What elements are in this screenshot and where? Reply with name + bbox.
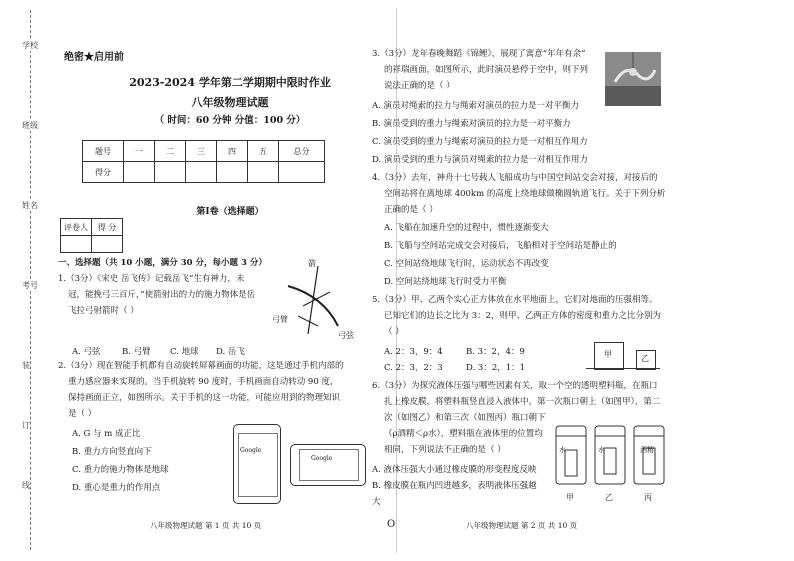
q5-option[interactable]: A. 2：3，9：4 bbox=[384, 347, 443, 357]
q6-option[interactable]: 大 bbox=[372, 497, 381, 507]
dancer-photo bbox=[605, 52, 661, 106]
q1-line: 冠，能挽弓三百斤，”使箭射出的力的施力物体是岳 bbox=[68, 290, 256, 300]
fig-label: 弓弦 bbox=[338, 331, 354, 340]
q5-option[interactable]: D. 3：2，1：1 bbox=[466, 363, 526, 373]
q4-option[interactable]: B. 飞船与空间站完成交会对接后，飞船相对于空间站是静止的 bbox=[384, 241, 617, 251]
footer-center-mark: O bbox=[387, 519, 396, 530]
cube-label: 甲 bbox=[604, 350, 612, 359]
binding-label: 姓名 bbox=[22, 201, 38, 210]
score-header-cell: 五 bbox=[248, 141, 279, 162]
q6-option[interactable]: A. 液体压强大小通过橡皮膜的形变程度反映 bbox=[372, 465, 537, 475]
score-header-cell: 一 bbox=[124, 141, 155, 162]
q2-line: 2.（3分）现在智能手机都有自动旋转屏幕画面的功能，这是通过手机内部的 bbox=[58, 361, 344, 371]
q4-option[interactable]: C. 空间站绕地球飞行时，运动状态不再改变 bbox=[384, 259, 549, 269]
q1-line: 1.（3分）《宋史 岳飞传》记载岳飞“生有神力，未 bbox=[58, 274, 245, 284]
phone-portrait-figure bbox=[233, 424, 281, 504]
grader-table bbox=[60, 218, 123, 253]
q5-option[interactable]: C. 2：3，2：3 bbox=[384, 363, 443, 373]
q3-line: 3.（3分）龙年春晚舞蹈《锦鲤》，展现了寓意“年年有余” bbox=[372, 49, 586, 59]
beakers-figure bbox=[554, 422, 666, 490]
binding-margin bbox=[0, 0, 48, 561]
q5-option[interactable]: B. 3：2，4：9 bbox=[466, 347, 525, 357]
binding-label: 学校 bbox=[22, 41, 38, 50]
q6-line: 6.（3分）为探究液体压强与哪些因素有关，取一个空的透明塑料瓶，在瓶口 bbox=[372, 381, 658, 391]
q2-line: 是（ ） bbox=[68, 409, 97, 419]
fig-label: 弓臂 bbox=[272, 315, 288, 324]
score-table bbox=[82, 140, 325, 183]
exam-title: 2023-2024 学年第二学期期中限时作业 bbox=[129, 76, 331, 89]
beaker-caption: 甲 bbox=[566, 493, 574, 502]
grader-cell[interactable] bbox=[61, 236, 92, 253]
phone-landscape-figure bbox=[290, 444, 366, 486]
q1-option[interactable]: B. 弓臂 bbox=[122, 347, 151, 357]
grader-header: 得 分 bbox=[92, 219, 123, 236]
footer-left: 八年级物理试题 第 1 页 共 10 页 bbox=[150, 521, 262, 530]
score-header-cell: 二 bbox=[155, 141, 186, 162]
beaker-liquid-label: 酒精 bbox=[640, 446, 654, 454]
q5-line: （ ） bbox=[384, 327, 404, 337]
q1-option[interactable]: A. 弓弦 bbox=[72, 347, 101, 357]
q3-option[interactable]: C. 演员受到的重力与绳索对演员的拉力是一对相互作用力 bbox=[372, 137, 588, 147]
score-cell[interactable] bbox=[217, 162, 248, 183]
q3-option[interactable]: B. 演员受到的重力与绳索对演员的拉力是一对平衡力 bbox=[372, 119, 571, 129]
grader-header: 评卷人 bbox=[61, 219, 92, 236]
score-cell[interactable] bbox=[124, 162, 155, 183]
q3-line: 的祥瑞画面，如图所示，此时演员悬停于空中，则下列 bbox=[384, 65, 589, 75]
cube-jia bbox=[594, 342, 624, 370]
bow-arrow-figure bbox=[268, 256, 368, 340]
binding-label: 装 bbox=[22, 361, 30, 370]
q3-option[interactable]: A. 演员对绳索的拉力与绳索对演员的拉力是一对平衡力 bbox=[372, 101, 580, 111]
score-cell[interactable] bbox=[248, 162, 279, 183]
binding-label: 考号 bbox=[22, 281, 38, 290]
section-title: 第Ⅰ卷（选择题） bbox=[196, 207, 264, 217]
binding-label: 线 bbox=[22, 481, 30, 490]
q6-option[interactable]: B. 橡皮膜在瓶内凹进越多，表明液体压强越 bbox=[372, 481, 537, 491]
q4-option[interactable]: A. 飞船在加速升空的过程中，惯性逐渐变大 bbox=[384, 223, 549, 233]
phone-google-text: Google bbox=[240, 447, 262, 454]
q3-line: 说法正确的是（ ） bbox=[384, 81, 455, 91]
cube-yi bbox=[636, 350, 656, 370]
beaker-liquid-label: 水 bbox=[559, 446, 566, 454]
binding-label: 班级 bbox=[22, 121, 38, 130]
score-header-cell: 题号 bbox=[83, 141, 124, 162]
q2-line: 重力感应器来实现的。当手机旋转 90 度时，手机画面自动转动 90 度， bbox=[68, 377, 339, 387]
q2-option[interactable]: D. 重心是重力的作用点 bbox=[72, 483, 161, 493]
q2-option[interactable]: C. 重力的施力物体是地球 bbox=[72, 465, 169, 475]
fig-label: 箭 bbox=[308, 259, 316, 268]
score-cell[interactable] bbox=[155, 162, 186, 183]
beaker-caption: 乙 bbox=[605, 493, 613, 502]
q3-option[interactable]: D. 演员受到的重力与演员对绳索的拉力是一对相互作用力 bbox=[372, 155, 588, 165]
q6-line: 扎上橡皮膜，将塑料瓶竖直浸入液体中。第一次瓶口朝上（如图甲），第二 bbox=[384, 397, 661, 407]
score-row-label: 得分 bbox=[83, 162, 124, 183]
score-header-cell: 四 bbox=[217, 141, 248, 162]
q4-line: 正确的是（ ） bbox=[384, 205, 438, 215]
exam-subtitle: 八年级物理试题 bbox=[191, 96, 269, 109]
q2-option[interactable]: B. 重力方向竖直向下 bbox=[72, 447, 152, 457]
phone-google-text: Google bbox=[311, 455, 333, 462]
score-header-cell: 三 bbox=[186, 141, 217, 162]
score-cell[interactable] bbox=[279, 162, 325, 183]
q6-line: 相同，下列说法不正确的是（ ） bbox=[384, 445, 506, 455]
q1-option[interactable]: C. 地球 bbox=[170, 347, 199, 357]
footer-right: 八年级物理试题 第 2 页 共 10 页 bbox=[466, 521, 578, 530]
q4-option[interactable]: D. 空间站绕地球飞行时受力平衡 bbox=[384, 277, 507, 287]
q1-line: 飞拉弓射箭时（ ） bbox=[68, 306, 139, 316]
cube-label: 乙 bbox=[641, 354, 649, 363]
q5-line: 已知它们的边长之比为 3：2，则甲、乙两正方体的密度和重力之比分别为 bbox=[384, 311, 662, 321]
q6-line: （ρ酒精＜ρ水），塑料瓶在液体里的位置均 bbox=[384, 429, 543, 439]
confidential-mark: 绝密★启用前 bbox=[64, 52, 124, 63]
score-cell[interactable] bbox=[186, 162, 217, 183]
exam-time-info: （ 时间：60 分钟 分值：100 分） bbox=[154, 115, 306, 126]
grader-cell[interactable] bbox=[92, 236, 123, 253]
q1-option[interactable]: D. 岳飞 bbox=[216, 347, 245, 357]
q2-option[interactable]: A. G 与 m 成正比 bbox=[72, 429, 141, 439]
q4-line: 空间站将在离地球 400km 的高度上绕地球做椭圆轨道飞行。关于下列分析 bbox=[384, 189, 666, 199]
q2-line: 保持画面正立，如图所示。关于手机的这一功能，可能应用到的物理知识 bbox=[68, 393, 341, 403]
q5-line: 5.（3分）甲、乙两个实心正方体放在水平地面上，它们对地面的压强相等。 bbox=[372, 295, 658, 305]
beaker-liquid-label: 水 bbox=[598, 446, 605, 454]
binding-label: 订 bbox=[22, 421, 30, 430]
section-instruction: 一、选择题（共 10 小题，满分 30 分，每小题 3 分） bbox=[58, 258, 267, 268]
q4-line: 4.（3分）去年，神舟十七号载人飞船成功与中国空间站交会对接，对接后的 bbox=[372, 173, 658, 183]
score-header-cell: 总分 bbox=[279, 141, 325, 162]
beaker-caption: 丙 bbox=[644, 493, 652, 502]
q6-line: 次（如图乙）和第三次（如图丙）瓶口朝下 bbox=[384, 413, 546, 423]
